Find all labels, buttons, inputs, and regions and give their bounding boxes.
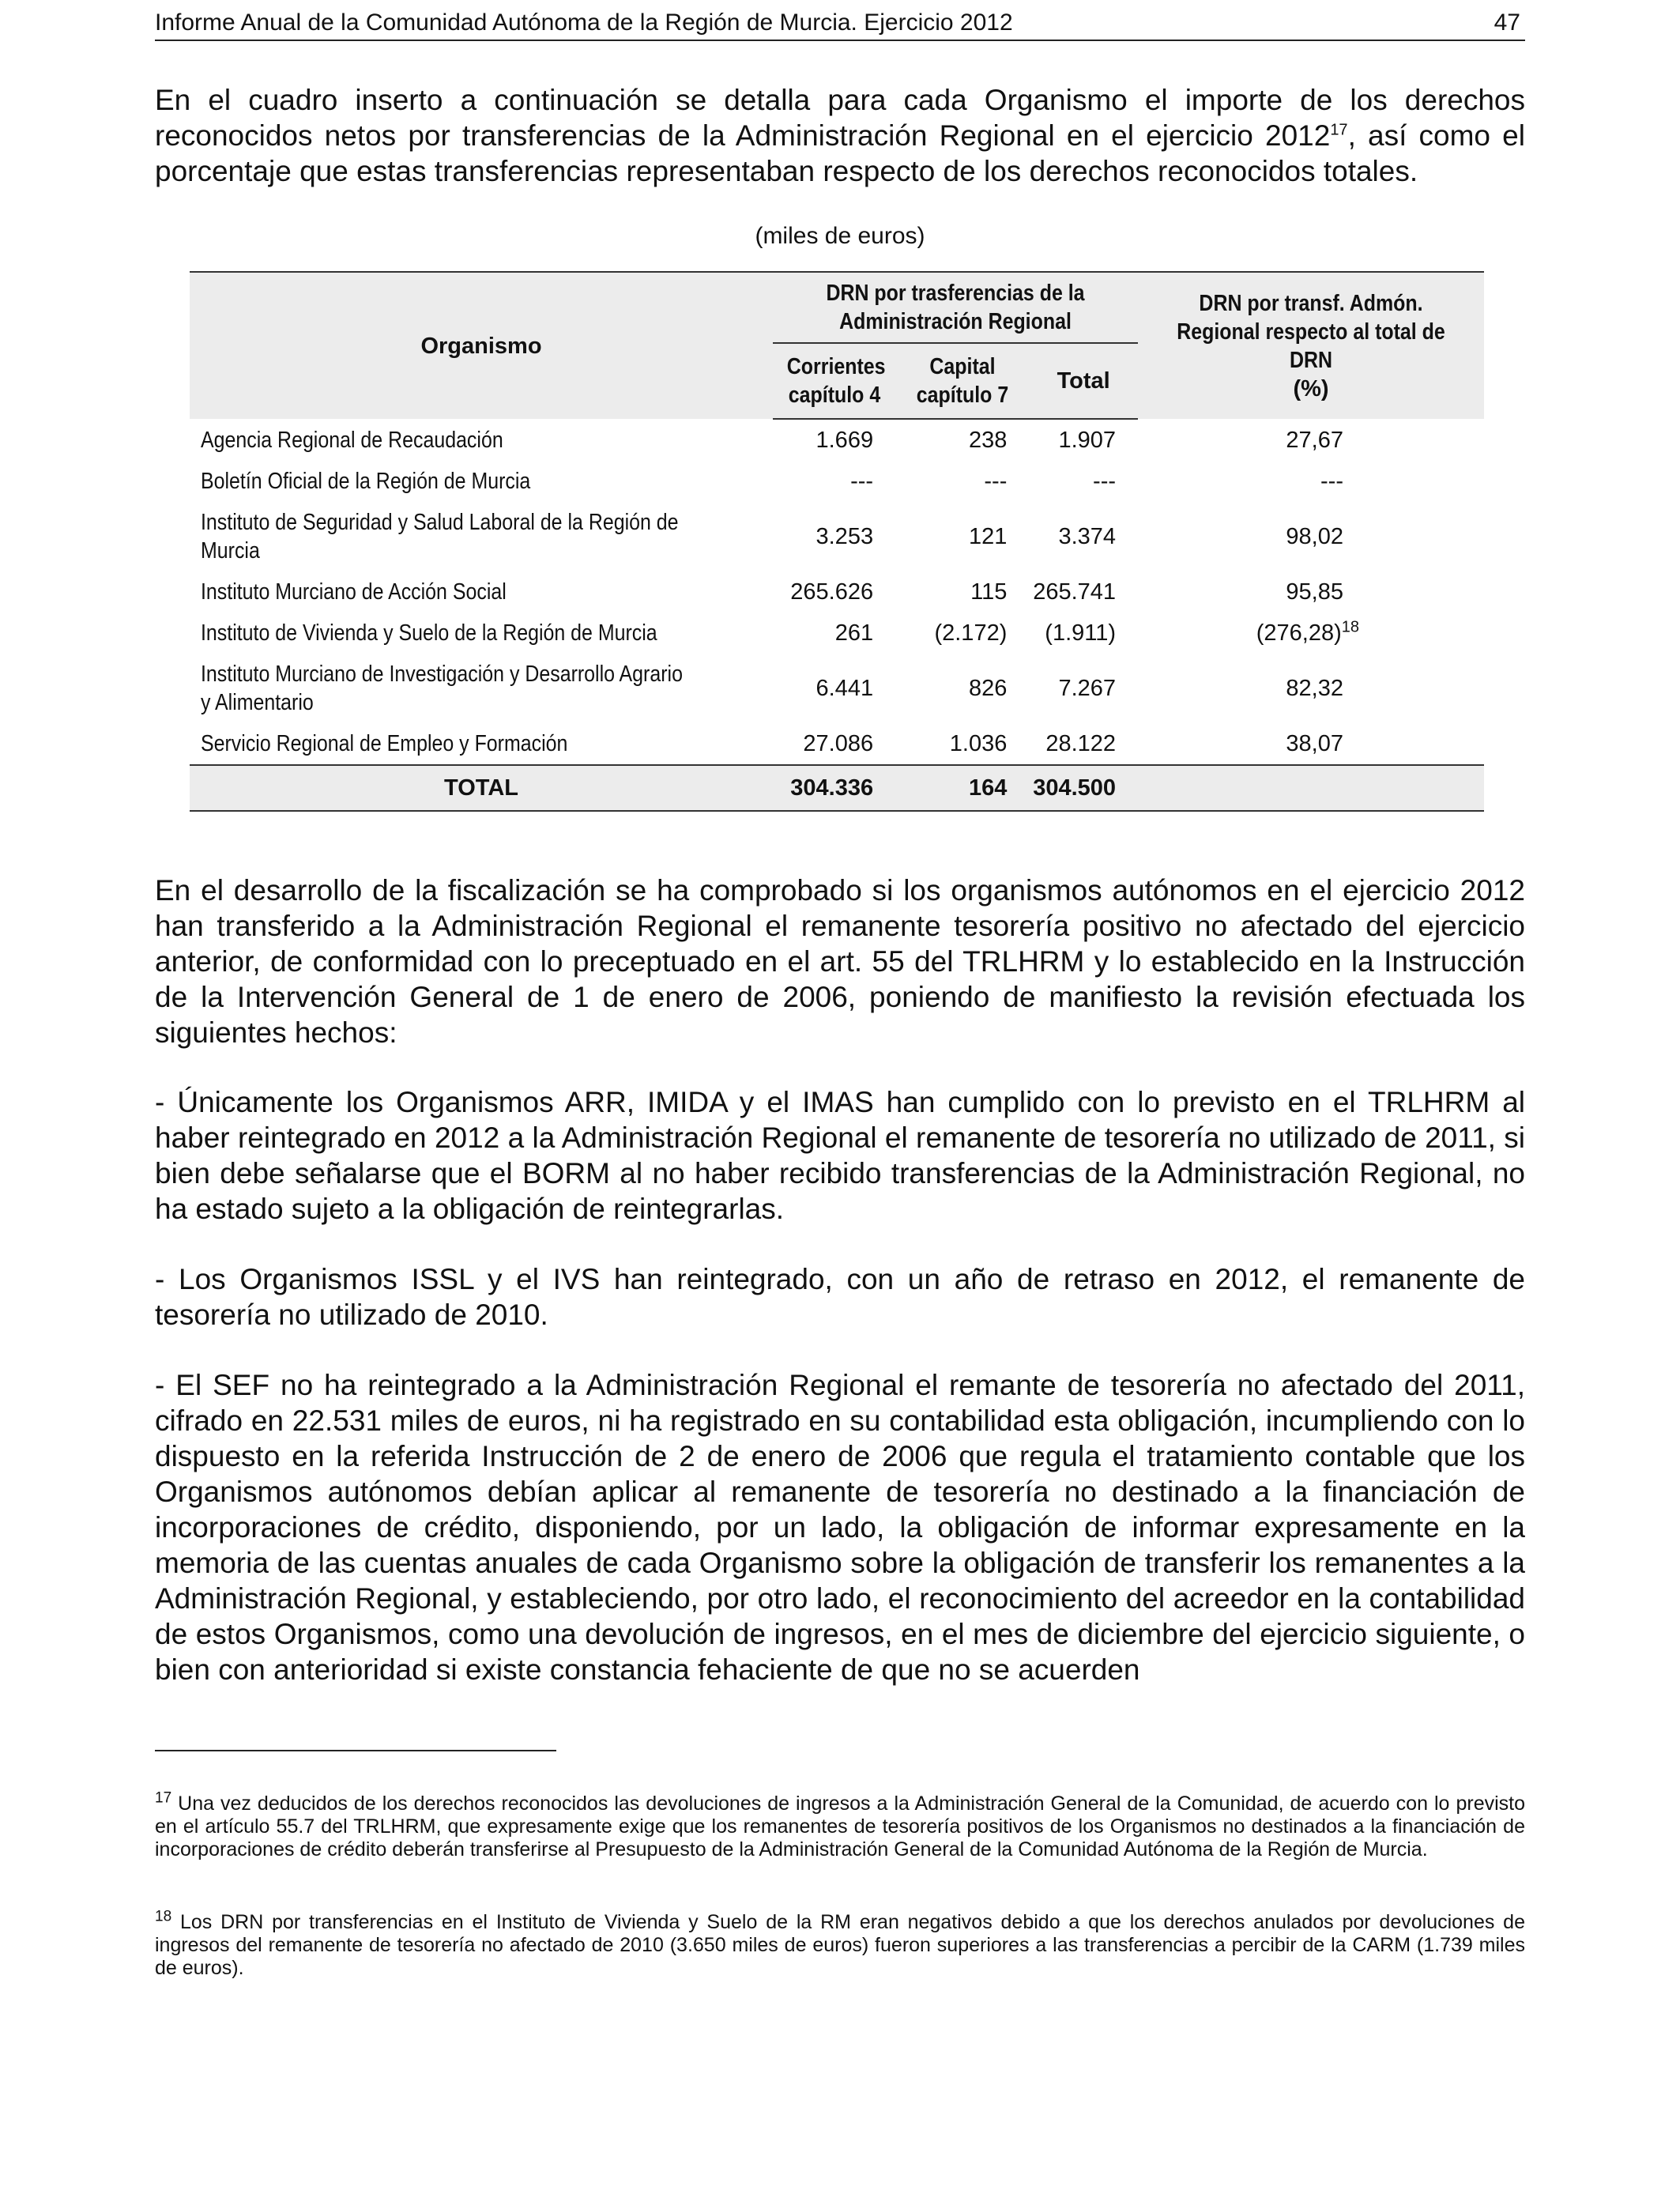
cell-capital: 826 [968, 676, 1008, 701]
cell-percent: 95,85 [1286, 579, 1343, 605]
page-number: 47 [1494, 9, 1520, 36]
footnote-number: 17 [155, 1789, 172, 1807]
cell-total-capital: 164 [895, 765, 1029, 811]
cell-total: 28.122 [1045, 731, 1117, 756]
cell-total-corrientes: 304.336 [773, 765, 895, 811]
cell-total-total: 304.500 [1029, 765, 1138, 811]
cell-capital: 238 [968, 428, 1008, 453]
cell-percent: 82,32 [1286, 676, 1343, 701]
table-header-row [190, 272, 1484, 343]
cell-total-percent [1138, 765, 1484, 811]
table-row [190, 613, 1484, 654]
intro-paragraph [155, 82, 1525, 189]
cell-total: 1.907 [1058, 428, 1117, 453]
footnote-17 [155, 1789, 1525, 1861]
header-percent-line1: DRN por transf. Admón. Regional respecto al total de DRN [1177, 290, 1445, 373]
table-units-caption: (miles de euros) [755, 223, 925, 249]
cell-percent: $(276,28)^{18}$ [1256, 618, 1359, 646]
cell-capital: --- [984, 469, 1008, 494]
cell-organismo: Servicio Regional de Empleo y Formación [201, 731, 568, 756]
table-total-row [190, 765, 1484, 811]
cell-total: 3.374 [1058, 524, 1117, 549]
cell-capital: 1.036 [949, 731, 1008, 756]
body-paragraph-2: - Únicamente los Organismos ARR, IMIDA y el IMAS han cumplido con lo previsto en el TRLHRM al haber reintegrado en 2012 a la Administración Regional el remanente de tesorería no utilizado de 2011, si bien debe señalarse que el BORM al no haber recibido transferencias de la Administración Regional, no ha estado sujeto a la obligación de reintegrarlas. [155, 1086, 1525, 1225]
cell-capital: (2.172) [934, 620, 1008, 646]
cell-percent: 27,67 [1286, 427, 1343, 453]
header-drn-group: DRN por trasferencias de la Administración Regional [773, 272, 1138, 343]
cell-corrientes: 27.086 [803, 731, 874, 756]
header-total: Total [1029, 343, 1138, 419]
cell-corrientes: 3.253 [816, 524, 874, 549]
table-row [190, 502, 1484, 571]
table-row [190, 461, 1484, 502]
footnote-number: 18 [155, 1908, 172, 1925]
cell-corrientes: 265.626 [790, 579, 874, 605]
footnote-ref-18[interactable]: 18 [1341, 618, 1359, 636]
cell-organismo: Instituto de Seguridad y Salud Laboral de la Región de Murcia [201, 510, 679, 564]
cell-organismo: Boletín Oficial de la Región de Murcia [201, 469, 531, 494]
cell-corrientes: 1.669 [816, 428, 874, 453]
cell-percent: 38,07 [1286, 731, 1343, 756]
footnote-ref-17[interactable]: 17 [1330, 121, 1348, 139]
cell-organismo: Instituto Murciano de Acción Social [201, 579, 507, 605]
drn-table [190, 271, 1484, 812]
footnote-separator [155, 1750, 556, 1751]
table-row [190, 654, 1484, 723]
footnote-text: Una vez deducidos de los derechos reconocidos las devoluciones de ingresos a la Administración General de la Comunidad, de acuerdo con lo previsto en el artículo 55.7 del TRLHRM, que expresamente exige que los remanentes de tesorería positivos de los Organismos no destinados a la financiación de incorporaciones de crédito deberán transferirse al Presupuesto de la Administración General de la Comunidad Autónoma de la Región de Murcia. [155, 1793, 1525, 1860]
intro-text-before: En el cuadro inserto a continuación se detalla para cada Organismo el importe de los derechos reconocidos netos por transferencias de la Administración Regional en el ejercicio 2012 [155, 84, 1525, 152]
cell-corrientes: --- [850, 469, 874, 494]
cell-total: (1.911) [1045, 620, 1117, 646]
body-paragraph-4: - El SEF no ha reintegrado a la Administración Regional el remante de tesorería no afectado del 2011, cifrado en 22.531 miles de euros, ni ha registrado en su contabilidad esta obligación, incumpliendo con lo dispuesto en la referida Instrucción de 2 de enero de 2006 que regula el tratamiento contable que los Organismos autónomos debían aplicar al remanente de tesorería no destinado a la financiación de incorporaciones de crédito, disponiendo, por un lado, la obligación de informar expresamente en la memoria de las cuentas anuales de cada Organismo sobre la obligación de transferir los remanentes a la Administración Regional, y estableciendo, por otro lado, el reconocimiento del acreedor en la contabilidad de estos Organismos, como una devolución de ingresos, en el mes de diciembre del ejercicio siguiente, o bien con anterioridad si existe constancia fehaciente de que no se acuerden [155, 1369, 1525, 1686]
cell-total: --- [1093, 469, 1117, 494]
running-header [155, 5, 1525, 41]
body-paragraph-3: - Los Organismos ISSL y el IVS han reintegrado, con un año de retraso en 2012, el remanente de tesorería no utilizado de 2010. [155, 1263, 1525, 1331]
cell-total: 265.741 [1033, 579, 1117, 605]
cell-organismo: Instituto Murciano de Investigación y Desarrollo Agrario y Alimentario [201, 662, 683, 715]
cell-percent: --- [1320, 469, 1343, 494]
cell-total: 7.267 [1058, 676, 1117, 701]
table-row [190, 571, 1484, 613]
header-percent [1138, 272, 1484, 419]
cell-capital: 121 [968, 524, 1008, 549]
table-row [190, 419, 1484, 461]
cell-total-label: TOTAL [190, 765, 773, 811]
cell-capital: 115 [970, 579, 1008, 605]
footnote-text: Los DRN por transferencias en el Instituto de Vivienda y Suelo de la RM eran negativos debido a que los derechos anulados por devoluciones de ingresos del remanente de tesorería no afectado de 2010 (3.650 miles de euros) fueron superiores a las transferencias a percibir de la CARM (1.739 miles de euros). [155, 1911, 1525, 1979]
header-capital: Capital capítulo 7 [895, 343, 1029, 419]
header-corrientes: Corrientes capítulo 4 [773, 343, 895, 419]
cell-corrientes: 6.441 [816, 676, 874, 701]
cell-corrientes: 261 [834, 620, 874, 646]
drn-table-wrapper [190, 271, 1484, 812]
cell-percent: 98,02 [1286, 524, 1343, 549]
cell-organismo: Agencia Regional de Recaudación [201, 427, 503, 453]
header-organismo: Organismo [190, 272, 773, 419]
table-row [190, 723, 1484, 765]
intro-text-after: , así como el porcentaje que estas transferencias representaban respecto de los derechos reconocidos totales. [155, 119, 1525, 187]
report-title: Informe Anual de la Comunidad Autónoma de la Región de Murcia. Ejercicio 2012 [155, 9, 1013, 36]
body-paragraph-1: En el desarrollo de la fiscalización se ha comprobado si los organismos autónomos en el ejercicio 2012 han transferido a la Administración Regional el remanente tesorería positivo no afectado del ejercicio anterior, de conformidad con lo preceptuado en el art. 55 del TRLHRM y lo establecido en la Instrucción de la Intervención General de 1 de enero de 2006, poniendo de manifiesto la revisión efectuada los siguientes hechos: [155, 874, 1525, 1049]
cell-organismo: Instituto de Vivienda y Suelo de la Región de Murcia [201, 620, 657, 646]
header-percent-line2: (%) [1293, 375, 1329, 401]
footnote-18 [155, 1908, 1525, 1980]
